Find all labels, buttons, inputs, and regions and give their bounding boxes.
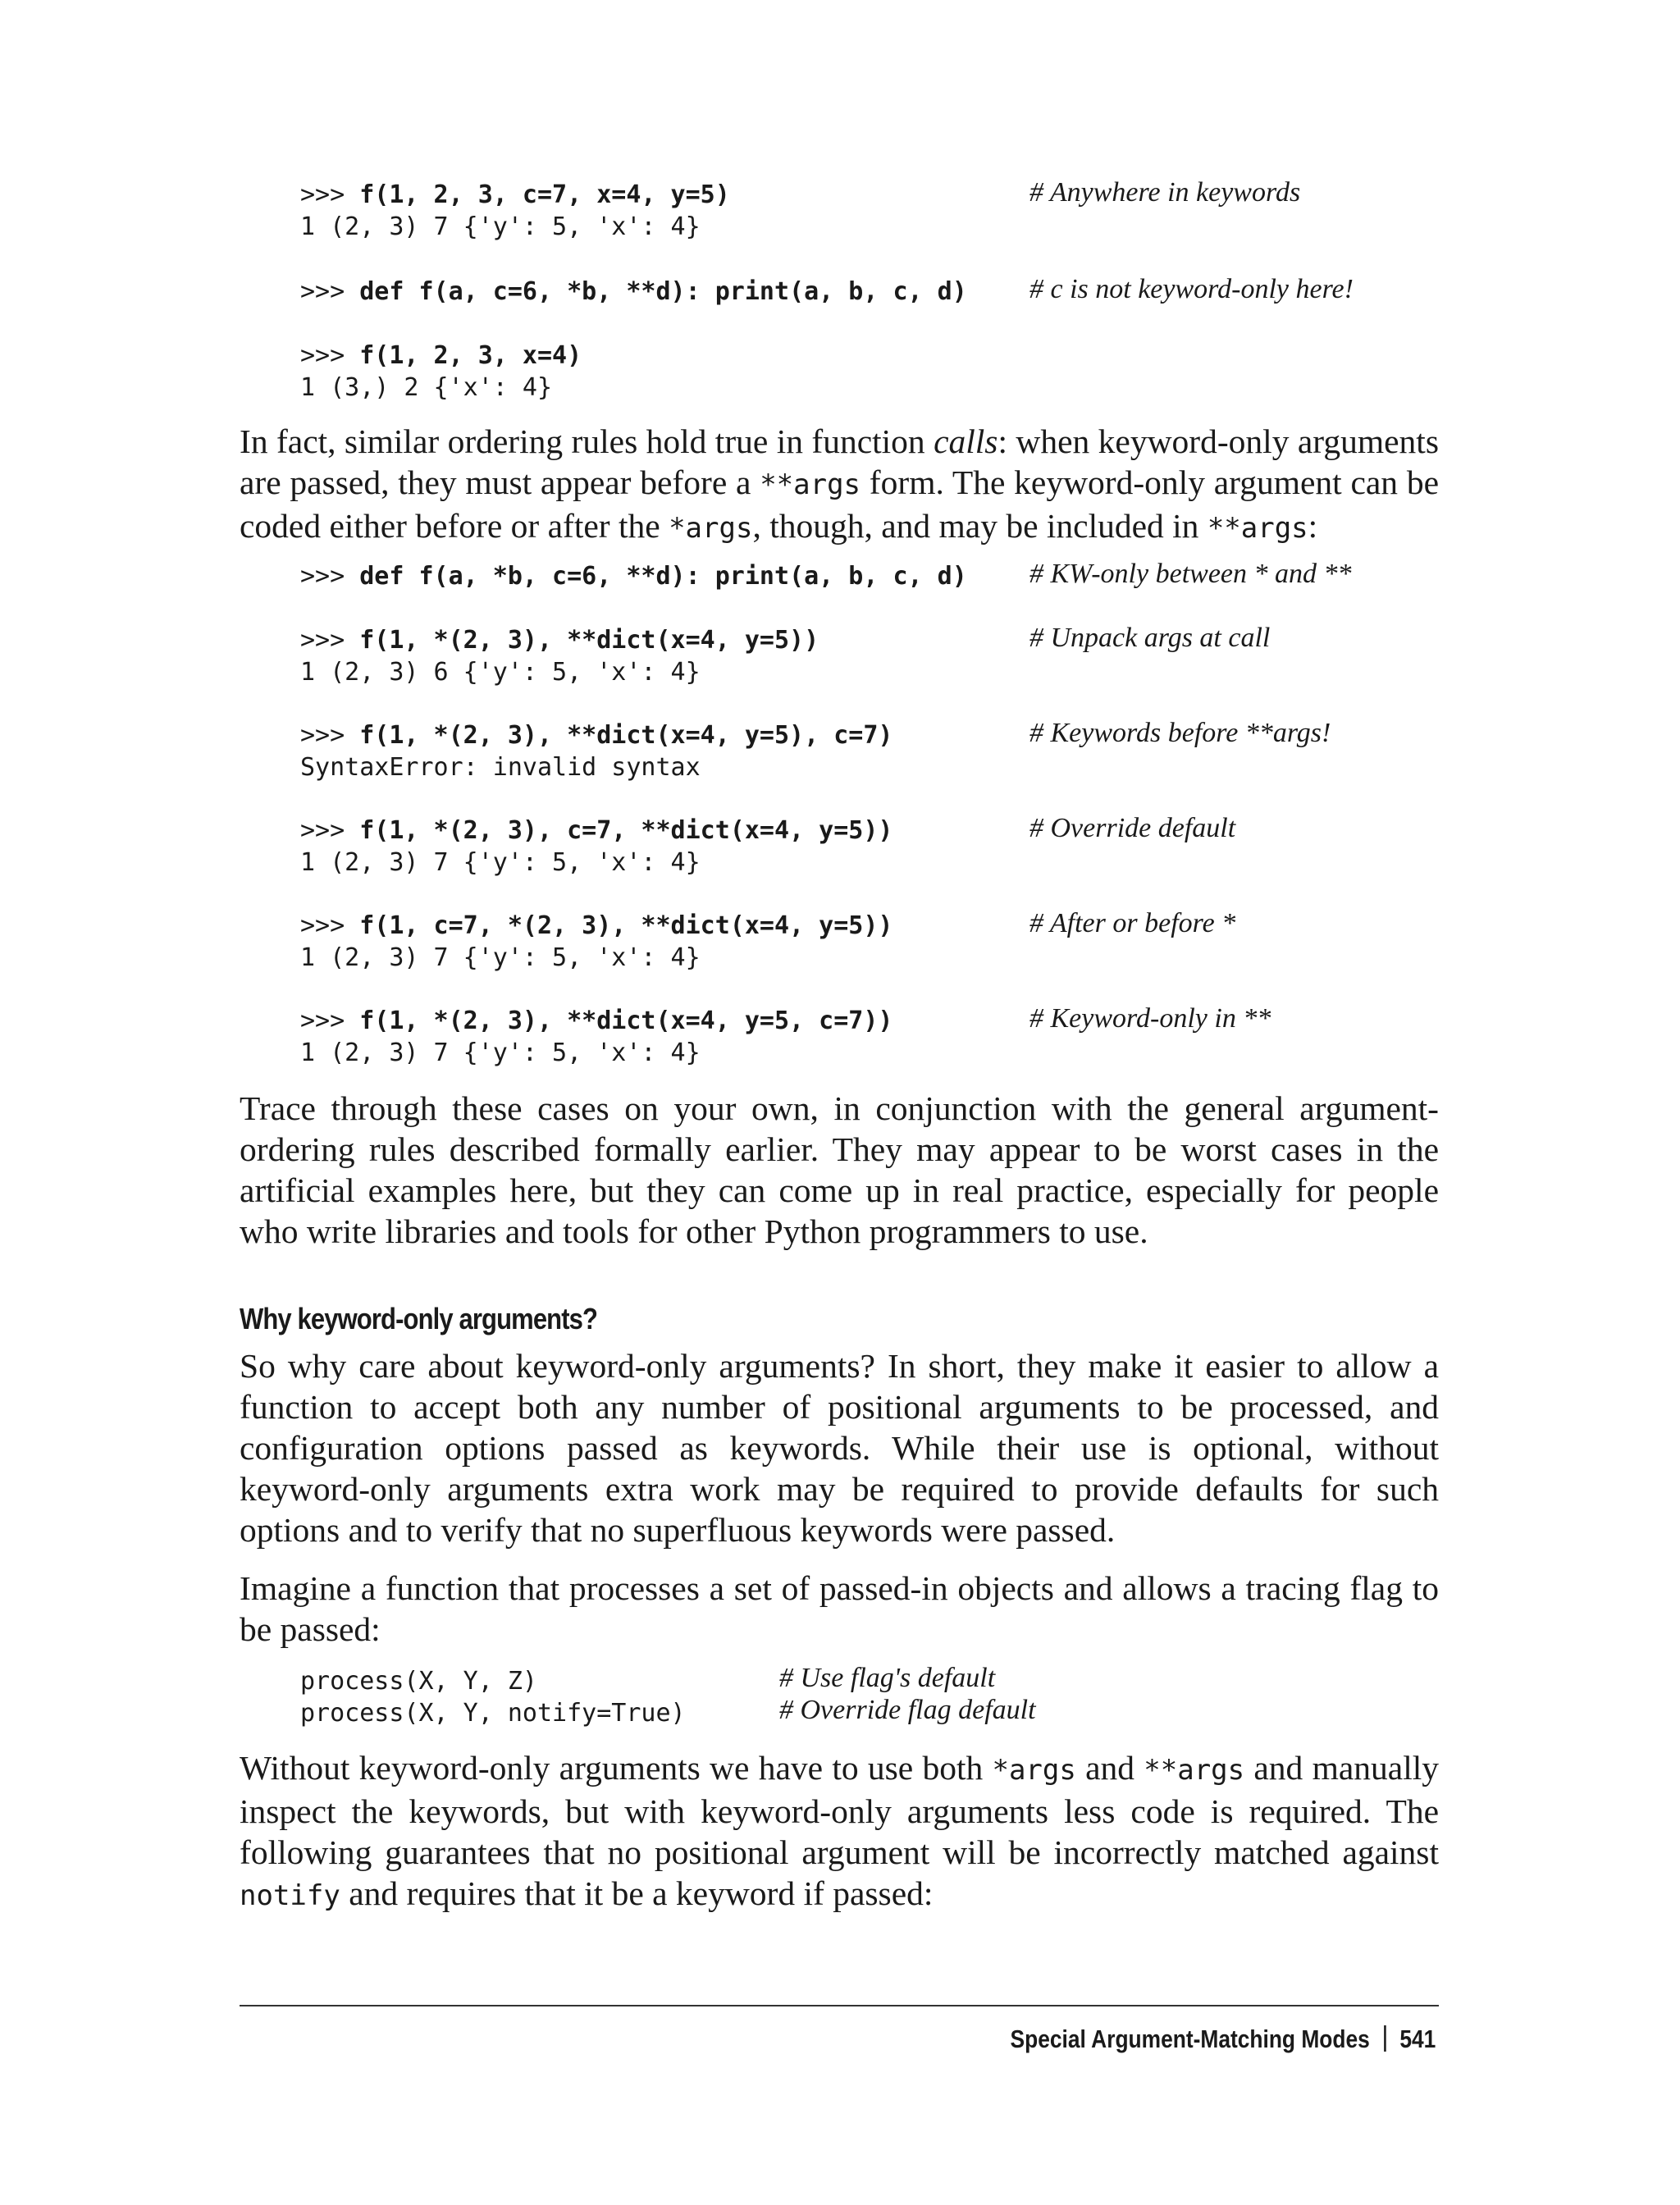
inline-code: *args	[992, 1754, 1076, 1787]
code-output: 1 (2, 3) 6 {'y': 5, 'x': 4}	[300, 658, 701, 687]
inline-code: notify	[240, 1879, 340, 1912]
paragraph-1	[240, 421, 1439, 549]
footer-separator	[1383, 2025, 1386, 2052]
code-comment: # Unpack args at call	[1029, 623, 1271, 653]
prompt: >>>	[300, 911, 360, 940]
paragraph-2: Trace through these cases on your own, in conjunction with the general argument-ordering rules described formally earlier. They may appear to be worst cases in the artificial examples here, but they can come up in real practice, especially for people who write libraries and tools for other Python programmers to use.	[240, 1089, 1439, 1250]
code-input: def f(a, *b, c=6, **d): print(a, b, c, d)	[359, 562, 967, 591]
code-line	[300, 910, 892, 942]
code-comment: # Use flag's default	[779, 1663, 996, 1693]
code-output: 1 (3,) 2 {'x': 4}	[300, 373, 553, 402]
code-comment: # Override flag default	[779, 1695, 1036, 1725]
code-input: f(1, *(2, 3), **dict(x=4, y=5), c=7)	[359, 721, 893, 750]
text: , though, and may be included in	[752, 507, 1208, 545]
code-line	[300, 179, 730, 211]
inline-code: **args	[760, 468, 861, 501]
emphasis: calls	[934, 422, 998, 460]
prompt: >>>	[300, 277, 360, 306]
text: Without keyword-only arguments we have to use both	[240, 1749, 993, 1787]
code-line: process(X, Y, Z)	[300, 1667, 537, 1696]
text: and	[1075, 1749, 1144, 1787]
code-output: SyntaxError: invalid syntax	[300, 753, 701, 782]
code-comment: # After or before *	[1029, 908, 1236, 938]
code-comment: # KW-only between * and **	[1029, 559, 1352, 589]
code-line	[300, 624, 819, 656]
inline-code: **args	[1144, 1754, 1245, 1787]
text: form. The keyword-only argument can be coded either before or after the	[240, 463, 1439, 545]
code-input: f(1, 2, 3, x=4)	[359, 341, 582, 370]
code-comment: # Keyword-only in **	[1029, 1003, 1271, 1034]
prompt: >>>	[300, 626, 360, 655]
running-footer	[1010, 2025, 1436, 2054]
code-input: f(1, *(2, 3), **dict(x=4, y=5))	[359, 626, 819, 655]
code-output: 1 (2, 3) 7 {'y': 5, 'x': 4}	[300, 943, 701, 972]
page-number: 541	[1399, 2025, 1436, 2053]
code-line	[300, 560, 967, 592]
text: : when keyword-only arguments are passed, they must appear before a	[240, 422, 1439, 501]
prompt: >>>	[300, 341, 360, 370]
text: and manually inspect the keywords, but with keyword-only arguments less code is required. The following guarantees that no positional argument will be incorrectly matched against	[240, 1749, 1439, 1871]
code-input: f(1, *(2, 3), **dict(x=4, y=5, c=7))	[359, 1007, 893, 1035]
code-comment: # c is not keyword-only here!	[1029, 274, 1354, 304]
text: In fact, similar ordering rules hold true in function	[240, 422, 934, 460]
code-line	[300, 1005, 892, 1037]
prompt: >>>	[300, 562, 360, 591]
code-line	[300, 719, 892, 751]
prompt: >>>	[300, 180, 360, 209]
inline-code: **args	[1207, 512, 1308, 545]
code-comment: # Anywhere in keywords	[1029, 177, 1301, 208]
code-input: def f(a, c=6, *b, **d): print(a, b, c, d)	[359, 277, 967, 306]
text: :	[1308, 507, 1318, 545]
code-line	[300, 340, 582, 372]
code-input: f(1, 2, 3, c=7, x=4, y=5)	[359, 180, 730, 209]
code-line	[300, 276, 967, 308]
section-heading: Why keyword-only arguments?	[240, 1302, 598, 1335]
code-output: 1 (2, 3) 7 {'y': 5, 'x': 4}	[300, 212, 701, 241]
code-line: process(X, Y, notify=True)	[300, 1699, 686, 1728]
paragraph-5	[240, 1747, 1439, 1916]
prompt: >>>	[300, 721, 360, 750]
footer-section-title: Special Argument-Matching Modes	[1010, 2025, 1370, 2053]
prompt: >>>	[300, 816, 360, 845]
footer-rule	[240, 2005, 1439, 2006]
code-comment: # Keywords before **args!	[1029, 718, 1331, 748]
paragraph-3: So why care about keyword-only arguments? In short, they make it easier to allow a function to accept both any number of positional arguments to be processed, and configuration options passed as keywords. While their use is optional, without keyword-only arguments extra work may be required to provide defaults for such options and to verify that no superfluous keywords were passed.	[240, 1347, 1439, 1549]
code-line	[300, 815, 892, 847]
code-input: f(1, *(2, 3), c=7, **dict(x=4, y=5))	[359, 816, 893, 845]
code-comment: # Override default	[1029, 813, 1236, 843]
code-output: 1 (2, 3) 7 {'y': 5, 'x': 4}	[300, 1039, 701, 1067]
prompt: >>>	[300, 1007, 360, 1035]
code-output: 1 (2, 3) 7 {'y': 5, 'x': 4}	[300, 848, 701, 877]
text: and requires that it be a keyword if passed:	[340, 1874, 934, 1912]
inline-code: *args	[669, 512, 753, 545]
code-input: f(1, c=7, *(2, 3), **dict(x=4, y=5))	[359, 911, 893, 940]
paragraph-4: Imagine a function that processes a set of passed-in objects and allows a tracing flag to be passed:	[240, 1569, 1439, 1648]
